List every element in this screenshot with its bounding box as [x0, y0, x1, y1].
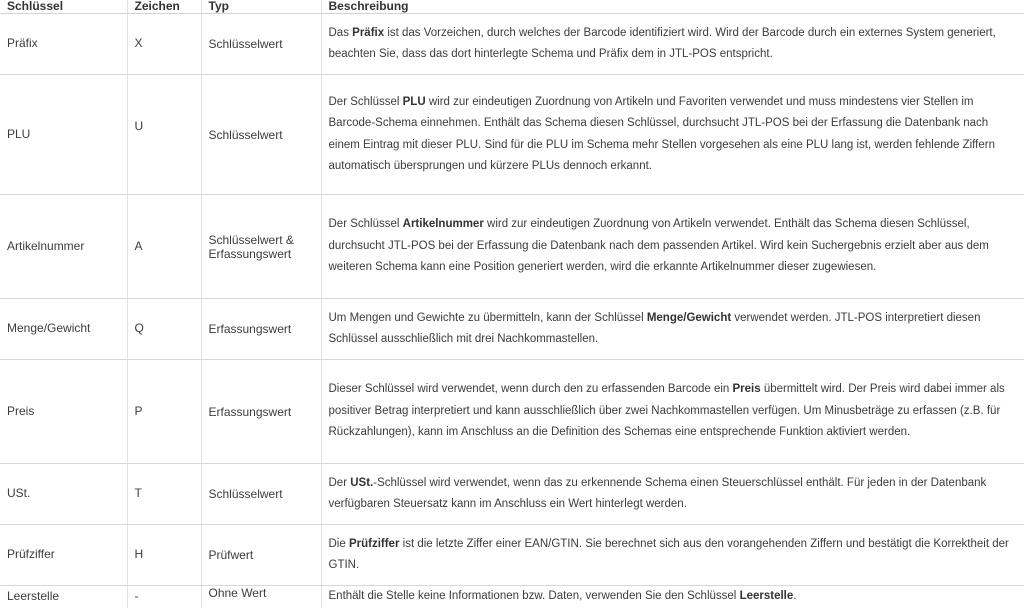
cell-type: Schlüsselwert: [201, 14, 321, 75]
description-keyword: USt.: [350, 477, 373, 489]
description-keyword: Menge/Gewicht: [647, 312, 731, 324]
cell-sign: H: [127, 525, 201, 586]
cell-key: Leerstelle: [0, 586, 127, 608]
cell-type: Prüfwert: [201, 525, 321, 586]
cell-sign: X: [127, 14, 201, 75]
cell-sign: -: [127, 586, 201, 608]
cell-key: Preis: [0, 360, 127, 464]
table-row: [0, 586, 1024, 608]
table-row: [0, 195, 1024, 299]
cell-sign: T: [127, 464, 201, 525]
cell-description: [321, 360, 1024, 464]
description-text: Enthält die Stelle keine Informationen bzw. Daten, verwenden Sie den Schlüssel: [329, 590, 740, 602]
cell-sign: A: [127, 195, 201, 299]
cell-description: [321, 299, 1024, 360]
description-text: .: [793, 590, 796, 602]
cell-description: [321, 195, 1024, 299]
cell-sign: U: [127, 75, 201, 195]
header-sign: Zeichen: [127, 0, 201, 14]
cell-description: [321, 525, 1024, 586]
header-key: Schlüssel: [0, 0, 127, 14]
cell-type: Schlüsselwert: [201, 75, 321, 195]
description-text: Der Schlüssel: [329, 96, 403, 108]
description-keyword: Artikelnummer: [403, 218, 484, 230]
description-text: wird zur eindeutigen Zuordnung von Artikeln verwendet. Enthält das Schema diesen Schlüssel, durchsucht JTL-POS bei der Erfassung die Datenbank nach dem passenden Artikel. Wird kein Suchergebnis erzielt aber aus dem weiteren Schema kann eine Position generiert werden, wird die erkannte Artikelnummer dieser zugewiesen.: [329, 218, 989, 273]
table-row: [0, 14, 1024, 75]
cell-type: Erfassungswert: [201, 299, 321, 360]
table-header: [0, 0, 1024, 14]
cell-type: Schlüsselwert & Erfassungswert: [201, 195, 321, 299]
table-row: [0, 360, 1024, 464]
description-keyword: Präfix: [352, 27, 384, 39]
header-row: [0, 0, 1024, 14]
cell-type: Ohne Wert: [201, 586, 321, 608]
description-text: Dieser Schlüssel wird verwendet, wenn durch den zu erfassenden Barcode ein: [329, 383, 733, 395]
description-text: ist die letzte Ziffer einer EAN/GTIN. Sie berechnet sich aus den vorangehenden Ziffern und bestätigt die Korrektheit der GTIN.: [329, 538, 1009, 572]
description-text: ist das Vorzeichen, durch welches der Barcode identifiziert wird. Wird der Barcode durch ein externes System generiert, beachten Sie, dass das dort hinterlegte Schema und Präfix dem in JTL-POS entspricht.: [329, 27, 996, 61]
description-text: Der: [329, 477, 351, 489]
cell-description: [321, 14, 1024, 75]
cell-description: [321, 586, 1024, 608]
cell-key: PLU: [0, 75, 127, 195]
header-description: Beschreibung: [321, 0, 1024, 14]
table-row: [0, 525, 1024, 586]
header-type: Typ: [201, 0, 321, 14]
cell-description: [321, 464, 1024, 525]
table-row: [0, 75, 1024, 195]
description-text: übermittelt wird. Der Preis wird dabei immer als positiver Betrag interpretiert und kann ausschließlich über zwei Nachkommastellen verfügen. Um Minusbeträge zu erfassen (z.B. für Rückzahlungen), kann im Anschluss an die Definition des Schemas eine entsprechende Funktion aktiviert werden.: [329, 383, 1005, 438]
cell-key: Präfix: [0, 14, 127, 75]
cell-description: [321, 75, 1024, 195]
description-text: Das: [329, 27, 353, 39]
description-text: Der Schlüssel: [329, 218, 403, 230]
table-row: [0, 464, 1024, 525]
cell-type: Schlüsselwert: [201, 464, 321, 525]
description-keyword: Leerstelle: [740, 590, 794, 602]
description-text: wird zur eindeutigen Zuordnung von Artikeln und Favoriten verwendet und muss mindestens vier Stellen im Barcode-Schema einnehmen. Enthält das Schema diesen Schlüssel, durchsucht JTL-POS bei der Erfassung die Datenbank nach einem Eintrag mit dieser PLU. Sind für die PLU im Schema mehr Stellen vorgesehen als eine PLU lang ist, werden fehlende Ziffern automatisch übersprungen und kürzere PLUs dennoch erkannt.: [329, 96, 996, 173]
description-text: Die: [329, 538, 349, 550]
description-keyword: PLU: [403, 96, 426, 108]
cell-sign: P: [127, 360, 201, 464]
cell-key: USt.: [0, 464, 127, 525]
description-keyword: Preis: [733, 383, 761, 395]
cell-sign: Q: [127, 299, 201, 360]
description-text: verwendet werden. JTL-POS interpretiert diesen Schlüssel ausschließlich mit drei Nachkommastellen.: [329, 312, 981, 346]
cell-key: Prüfziffer: [0, 525, 127, 586]
cell-type: Erfassungswert: [201, 360, 321, 464]
cell-key: Menge/Gewicht: [0, 299, 127, 360]
description-text: -Schlüssel wird verwendet, wenn das zu erkennende Schema einen Steuerschlüssel enthält. Für jeden in der Datenbank verfügbaren Steuersatz kann im Anschluss ein Wert hinterlegt werden.: [329, 477, 987, 511]
cell-key: Artikelnummer: [0, 195, 127, 299]
table-row: [0, 299, 1024, 360]
description-keyword: Prüfziffer: [349, 538, 399, 550]
description-text: Um Mengen und Gewichte zu übermitteln, kann der Schlüssel: [329, 312, 647, 324]
